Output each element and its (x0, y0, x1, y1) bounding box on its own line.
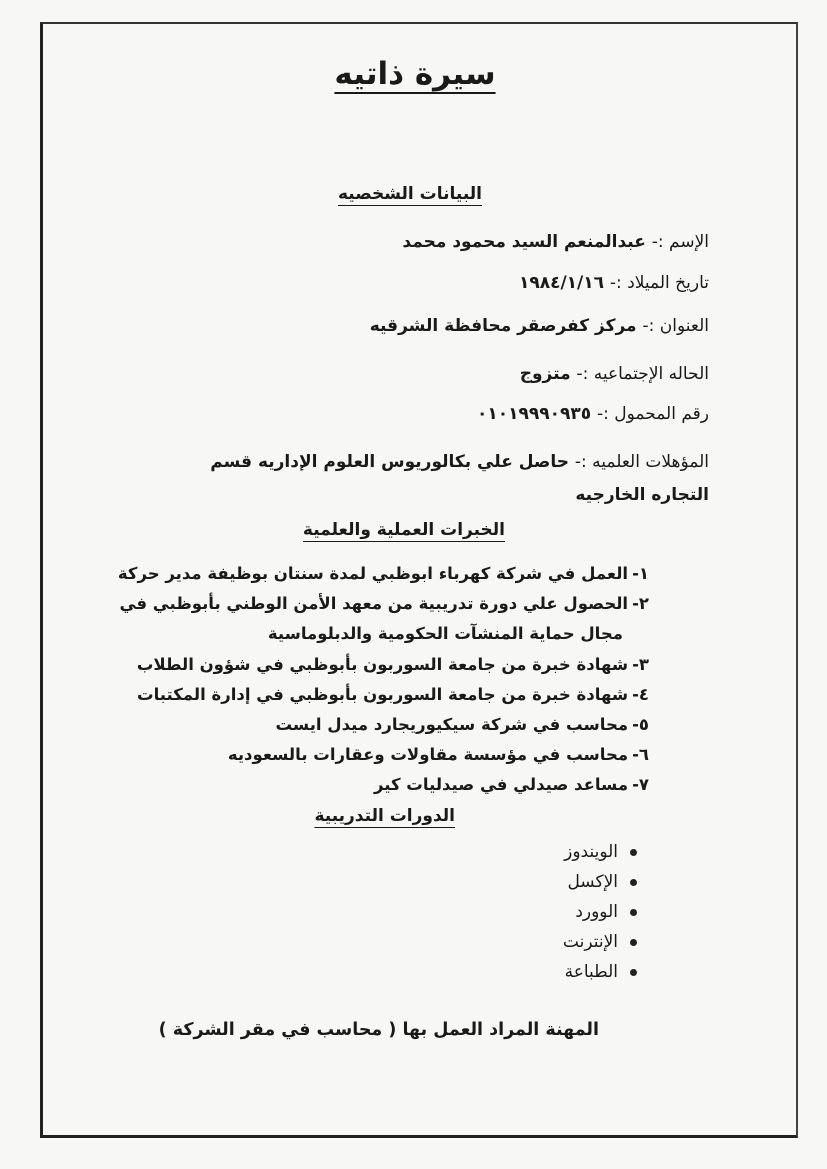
experience-item (228, 745, 649, 764)
marital-status-value: متزوج (519, 364, 571, 384)
qualification-value: حاصل علي بكالوريوس العلوم الإداريه قسم التجاره الخارجيه (210, 452, 709, 505)
course-text: الإكسل (567, 872, 618, 892)
experience-item (120, 594, 649, 613)
marital-status-label: الحاله الإجتماعيه :- (576, 364, 709, 384)
course-item (567, 872, 637, 892)
name-field (402, 232, 709, 252)
experience-item (137, 655, 649, 674)
course-item (564, 842, 637, 862)
experience-number: ٤- (632, 685, 649, 704)
courses-heading: الدورات التدريبية (314, 806, 455, 826)
course-item (575, 902, 637, 922)
experience-number: ٣- (632, 655, 649, 674)
experience-text: محاسب في شركة سيكيوريجارد ميدل ايست (275, 715, 629, 734)
course-item (563, 932, 637, 952)
experience-text: شهادة خبرة من جامعة السوربون بأبوظبي في شؤون الطلاب (136, 655, 629, 674)
course-text: الويندوز (564, 842, 618, 862)
experience-text: الحصول علي دورة تدريبية من معهد الأمن الوطني بأبوظبي في (119, 594, 629, 613)
experience-text: مجال حماية المنشآت الحكومية والدبلوماسية (267, 624, 623, 643)
course-text: الوورد (575, 902, 618, 922)
experience-number: ٦- (632, 745, 649, 764)
bullet-icon (630, 879, 637, 886)
bullet-icon (630, 909, 637, 916)
experience-text: محاسب في مؤسسة مقاولات وعقارات بالسعوديه (227, 745, 629, 764)
course-text: الإنترنت (562, 932, 618, 952)
qualification-field (189, 446, 709, 512)
qualification-label: المؤهلات العلميه :- (574, 452, 709, 472)
experience-item (137, 685, 649, 704)
birth-date-field (519, 273, 709, 293)
experience-item (275, 715, 649, 734)
marital-status-field (520, 364, 709, 384)
experience-text: العمل في شركة كهرباء ابوظبي لمدة سنتان بوظيفة مدير حركة (117, 564, 629, 583)
experience-text: شهادة خبرة من جامعة السوربون بأبوظبي في إدارة المكتبات (136, 685, 629, 704)
experience-number: ٢- (632, 594, 649, 613)
experience-number: ١- (632, 564, 649, 583)
course-item (565, 962, 637, 982)
birth-date-label: تاريخ الميلاد :- (609, 273, 709, 293)
experience-number: ٥- (632, 715, 649, 734)
experience-heading: الخبرات العملية والعلمية (302, 520, 505, 540)
name-label: الإسم :- (651, 232, 709, 252)
personal-info-heading: البيانات الشخصيه (337, 184, 482, 204)
address-label: العنوان :- (642, 316, 709, 336)
experience-text: مساعد صيدلي في صيدليات كير (373, 775, 629, 794)
address-field (370, 316, 709, 336)
address-value: مركز كفرصقر محافظة الشرقيه (369, 316, 637, 336)
experience-item (374, 775, 649, 794)
document-title: سيرة ذاتيه (334, 56, 496, 92)
bullet-icon (630, 969, 637, 976)
experience-number: ٧- (632, 775, 649, 794)
name-value: عبدالمنعم السيد محمود محمد (402, 232, 646, 252)
mobile-value: ٠١٠١٩٩٩٠٩٣٥ (476, 404, 592, 424)
course-text: الطباعة (564, 962, 618, 982)
desired-job: المهنة المراد العمل بها ( محاسب في مقر الشركة ) (158, 1020, 599, 1040)
experience-item (118, 564, 649, 583)
birth-date-value: ١٩٨٤/١/١٦ (518, 273, 604, 293)
mobile-field (477, 404, 709, 424)
mobile-label: رقم المحمول :- (597, 404, 709, 424)
experience-item-continuation (268, 624, 623, 643)
bullet-icon (630, 939, 637, 946)
bullet-icon (630, 849, 637, 856)
